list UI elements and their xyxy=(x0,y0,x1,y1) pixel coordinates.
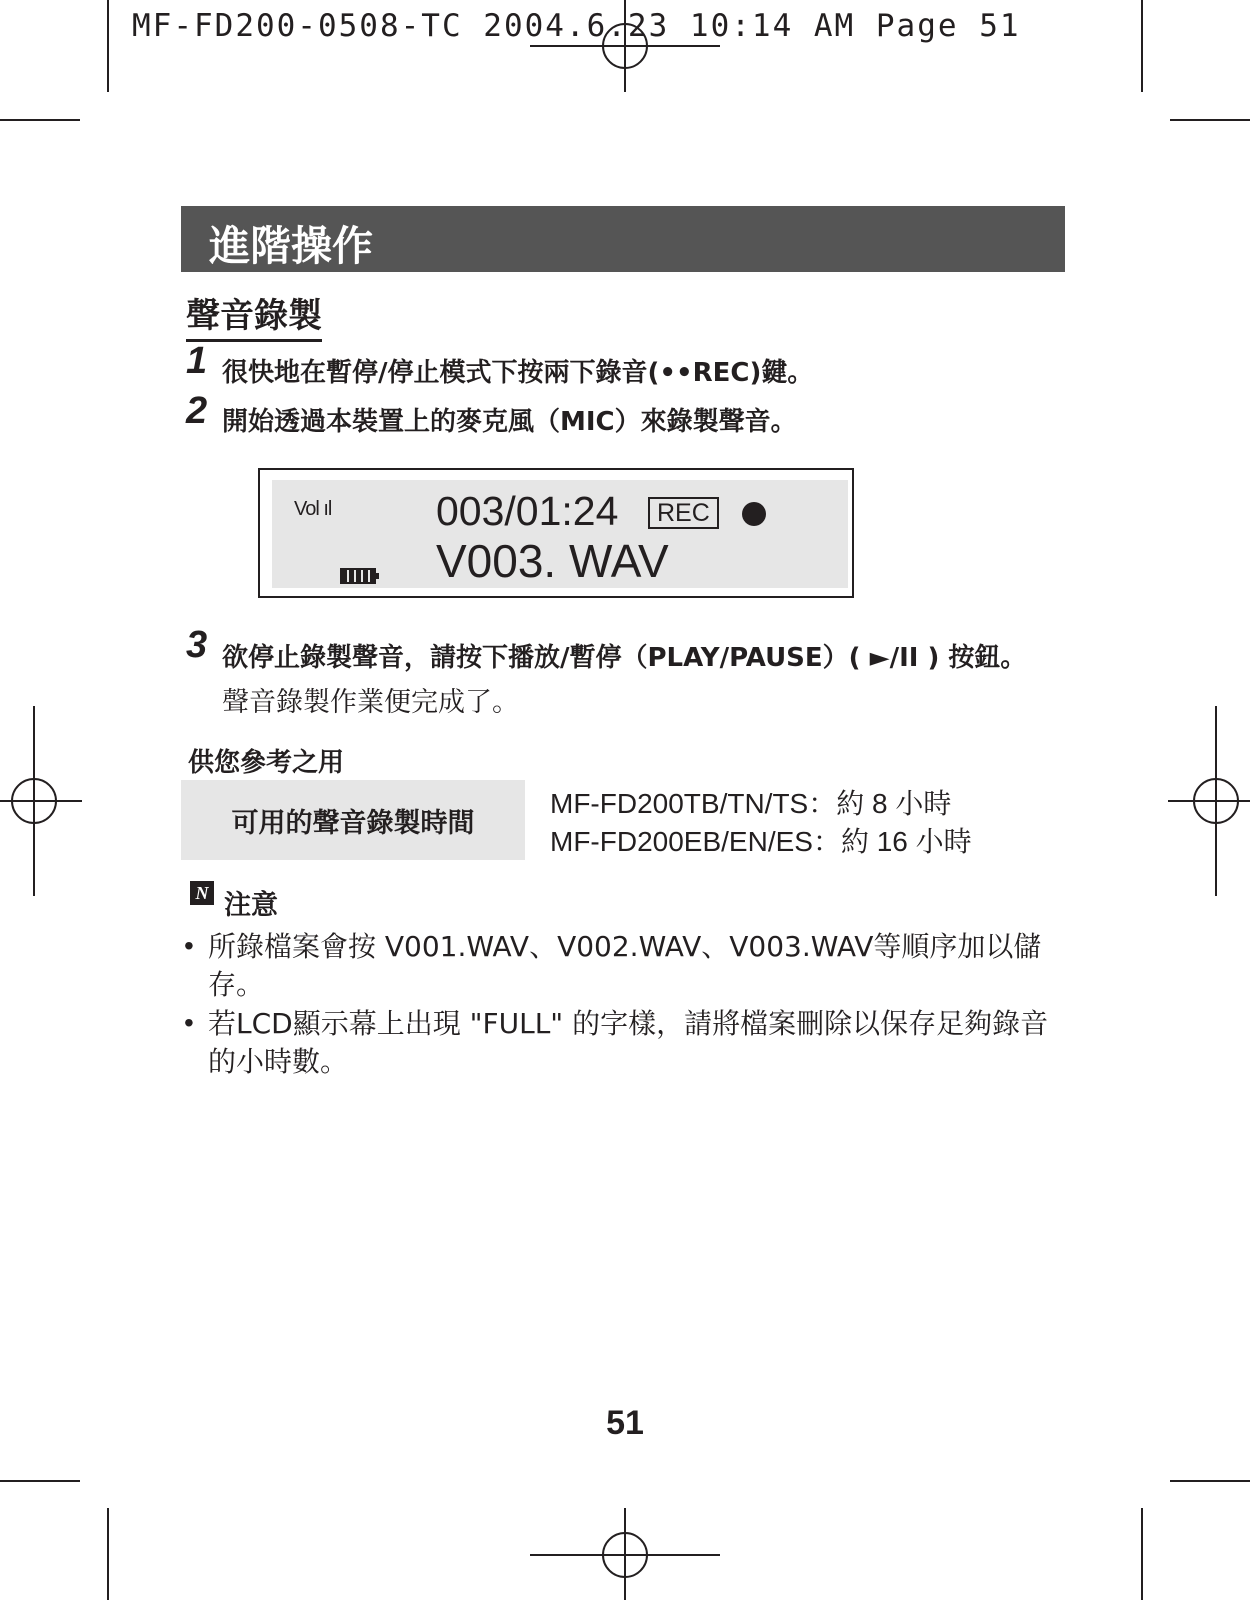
crop-mark xyxy=(0,119,80,121)
crop-mark xyxy=(1141,1508,1143,1600)
page-title: 進階操作 xyxy=(209,222,373,270)
crop-mark xyxy=(0,1480,80,1482)
note-icon: N xyxy=(190,881,214,905)
crop-mark xyxy=(107,0,109,92)
track-counter: 003/01:24 xyxy=(436,488,619,534)
step-text-continued: 聲音錄製作業便完成了。 xyxy=(222,687,519,718)
lcd-screen xyxy=(272,480,848,588)
title-bar xyxy=(181,206,1065,272)
reference-title: 供您參考之用 xyxy=(188,748,345,778)
note-bullet: 若LCD顯示幕上出現 "FULL" 的字樣，請將檔案刪除以保存足夠錄音的小時數。 xyxy=(208,1007,1049,1078)
crop-mark xyxy=(1170,1480,1250,1482)
note-bullet: 所錄檔案會按 V001.WAV、V002.WAV、V003.WAV等順序加以儲存。 xyxy=(208,930,1042,1001)
reference-value: MF-FD200EB/EN/ES：約 16 小時 xyxy=(550,826,972,857)
record-dot-icon xyxy=(742,502,766,526)
registration-mark-left xyxy=(0,706,82,896)
crop-mark xyxy=(1170,119,1250,121)
step-text: 欲停止錄製聲音，請按下播放/暫停（PLAY/PAUSE）( ►/II ) 按鈕。 xyxy=(222,643,1027,673)
reference-label-box xyxy=(181,780,525,860)
battery-icon xyxy=(340,568,376,584)
step-number: 1 xyxy=(186,340,208,382)
crop-mark xyxy=(107,1508,109,1600)
volume-indicator: Vol ıl xyxy=(294,498,332,520)
step-text: 開始透過本裝置上的麥克風（MIC）來錄製聲音。 xyxy=(222,407,797,437)
lcd-display xyxy=(258,468,854,598)
filename: V003. WAV xyxy=(436,535,669,587)
step-number: 3 xyxy=(186,624,208,666)
note-title: 注意 xyxy=(224,890,278,921)
reference-value: MF-FD200TB/TN/TS：約 8 小時 xyxy=(550,788,952,819)
crop-mark xyxy=(1141,0,1143,92)
bullet-dot: • xyxy=(184,1007,194,1038)
bullet-dot: • xyxy=(184,930,194,961)
step-text: 很快地在暫停/停止模式下按兩下錄音(••REC)鍵。 xyxy=(222,358,814,388)
section-title: 聲音錄製 xyxy=(186,288,322,342)
reference-label: 可用的聲音錄製時間 xyxy=(231,807,475,839)
rec-indicator: REC xyxy=(648,497,719,529)
page-number: 51 xyxy=(606,1404,644,1442)
print-header: MF-FD200-0508-TC 2004.6.23 10:14 AM Page 51 xyxy=(132,8,1021,44)
registration-mark-bottom xyxy=(530,1508,720,1600)
registration-mark-right xyxy=(1168,706,1250,896)
step-number: 2 xyxy=(186,390,208,432)
